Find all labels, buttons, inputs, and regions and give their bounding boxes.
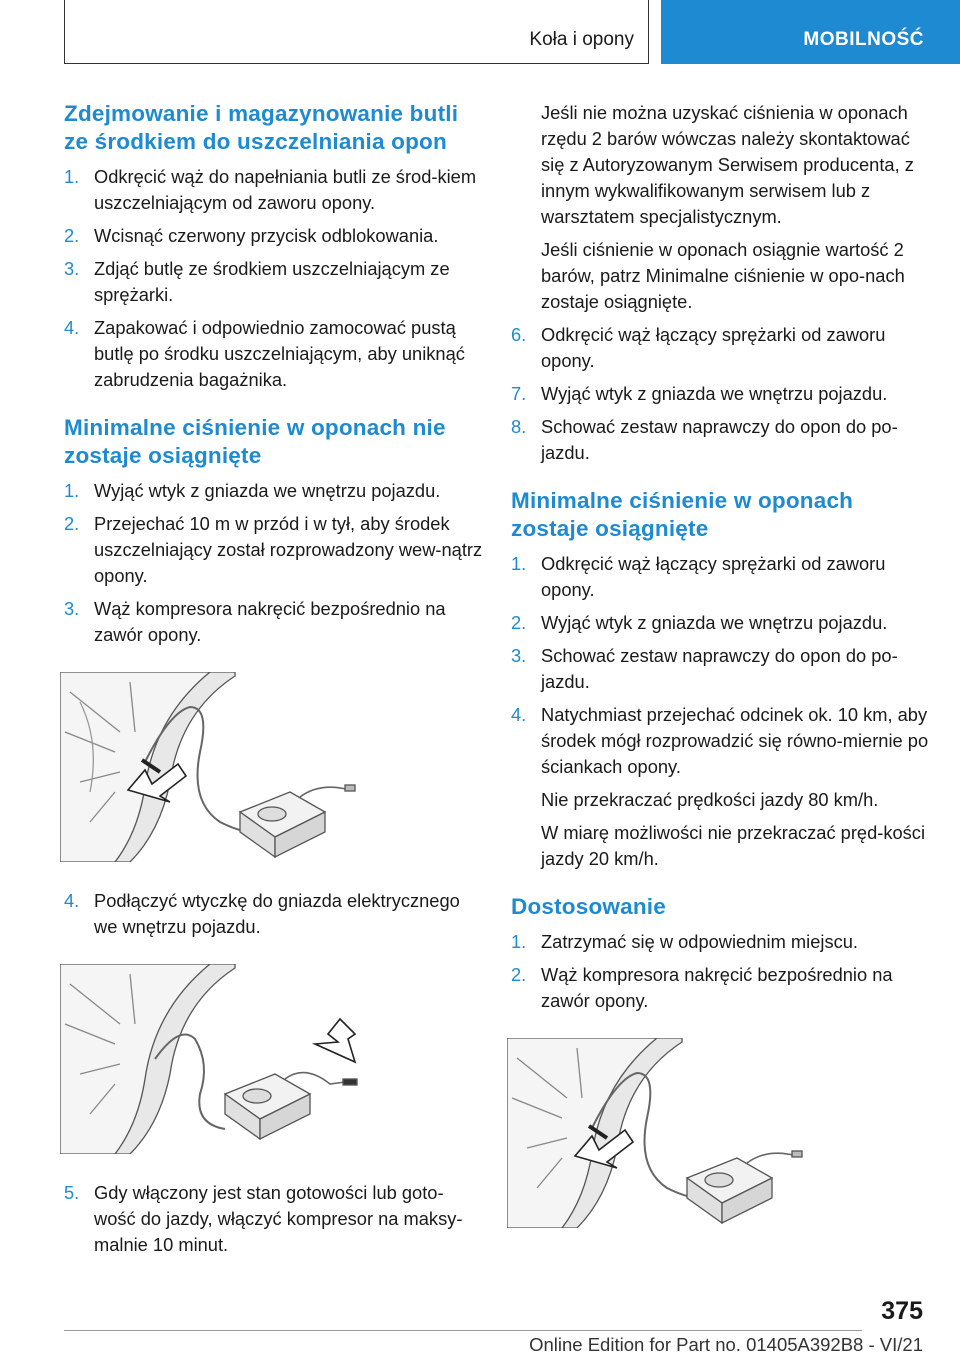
paragraph-no-pressure: Jeśli nie można uzyskać ciśnienia w oponach rzędu 2 barów wówczas należy skontaktować się z Autoryzowanym Serwisem producenta, z innym wykwalifikowanym serwisem lub z warsztatem specjalistycznym. [541,102,914,227]
illustration-compressor-plug [60,964,370,1154]
steps-min-pressure-not-reached [64,478,484,648]
footer-divider [64,1330,862,1331]
step-item: 4. Natychmiast przejechać odcinek ok. 10 km, aby środek mógł rozprowadzić się równo‐miernie po ściankach opony. [511,704,929,777]
chapter-title: Koła i opony [529,29,634,50]
paragraph-pressure-reached: Jeśli ciśnienie w oponach osiągnie wartość 2 barów, patrz Minimalne ciśnienie w opo‐nach zostaje osiągnięte. [541,239,905,312]
step-item: 8. Schować zestaw naprawczy do opon do po‐jazdu. [511,416,898,463]
step-item: 2. Wąż kompresora nakręcić bezpośrednio na zawór opony. [511,964,893,1011]
step-item: 3. Zdjąć butlę ze środkiem uszczelniającym ze sprężarki. [64,258,450,305]
left-column [64,100,484,1265]
illustration-compressor-valve-adjust [507,1038,817,1228]
step-item: 4. Zapakować i odpowiednio zamocować pustą butlę po środku uszczelniającym, aby uniknąć zabrudzenia bagażnika. [64,317,465,390]
section-heading-min-pressure-reached: Minimalne ciśnienie w oponach zostaje osiągnięte [511,488,854,541]
step-item: 1. Odkręcić wąż do napełniania butli ze środ‐kiem uszczelniającym od zaworu opony. [64,166,477,213]
step-item: 5. Gdy włączony jest stan gotowości lub goto‐wość do jazdy, włączyć kompresor na maksy‐malnie 10 minut. [64,1182,463,1255]
step-item: 1. Zatrzymać się w odpowiednim miejscu. [511,931,858,952]
footer-edition: Online Edition for Part no. 01405A392B8 - VI/21 [529,1334,923,1355]
step-item: 7. Wyjąć wtyk z gniazda we wnętrzu pojazdu. [511,383,888,404]
step-item: 3. Schować zestaw naprawczy do opon do po‐jazdu. [511,645,898,692]
note-speed-80: Nie przekraczać prędkości jazdy 80 km/h. [541,789,879,810]
page-number: 375 [881,1297,923,1325]
steps-storage [64,164,484,393]
header-chapter-box [64,0,649,64]
step-item: 1. Wyjąć wtyk z gniazda we wnętrzu pojazdu. [64,480,441,501]
step-item: 2. Wcisnąć czerwony przycisk odblokowania. [64,225,439,246]
steps-continued-6-8 [511,322,931,466]
right-column [511,100,931,1254]
section-tab-label: MOBILNOŚĆ [803,29,924,50]
section-heading-adjustment: Dostosowanie [511,894,666,919]
note-speed-20: W miarę możliwości nie przekraczać pręd‐kości jazdy 20 km/h. [541,822,926,869]
step-item: 3. Wąż kompresora nakręcić bezpośrednio na zawór opony. [64,598,446,645]
steps-continued-4 [64,888,484,940]
step-item: 4. Podłączyć wtyczkę do gniazda elektrycznego we wnętrzu pojazdu. [64,890,460,937]
section-heading-storage: Zdejmowanie i magazynowanie butli ze środkiem do uszczelniania opon [64,101,459,154]
step-item: 6. Odkręcić wąż łączący sprężarki od zaworu opony. [511,324,886,371]
steps-adjustment [511,929,931,1014]
steps-min-pressure-reached [511,551,931,780]
steps-continued-5 [64,1180,484,1258]
section-tab[interactable] [661,0,960,64]
illustration-compressor-valve [60,672,370,862]
section-heading-min-pressure-not-reached: Minimalne ciśnienie w oponach nie zostaje osiągnięte [64,415,446,468]
step-item: 1. Odkręcić wąż łączący sprężarki od zaworu opony. [511,553,886,600]
step-item: 2. Przejechać 10 m w przód i w tył, aby środek uszczelniający został rozprowadzony wew‐nątrz opony. [64,513,483,586]
step-item: 2. Wyjąć wtyk z gniazda we wnętrzu pojazdu. [511,612,888,633]
